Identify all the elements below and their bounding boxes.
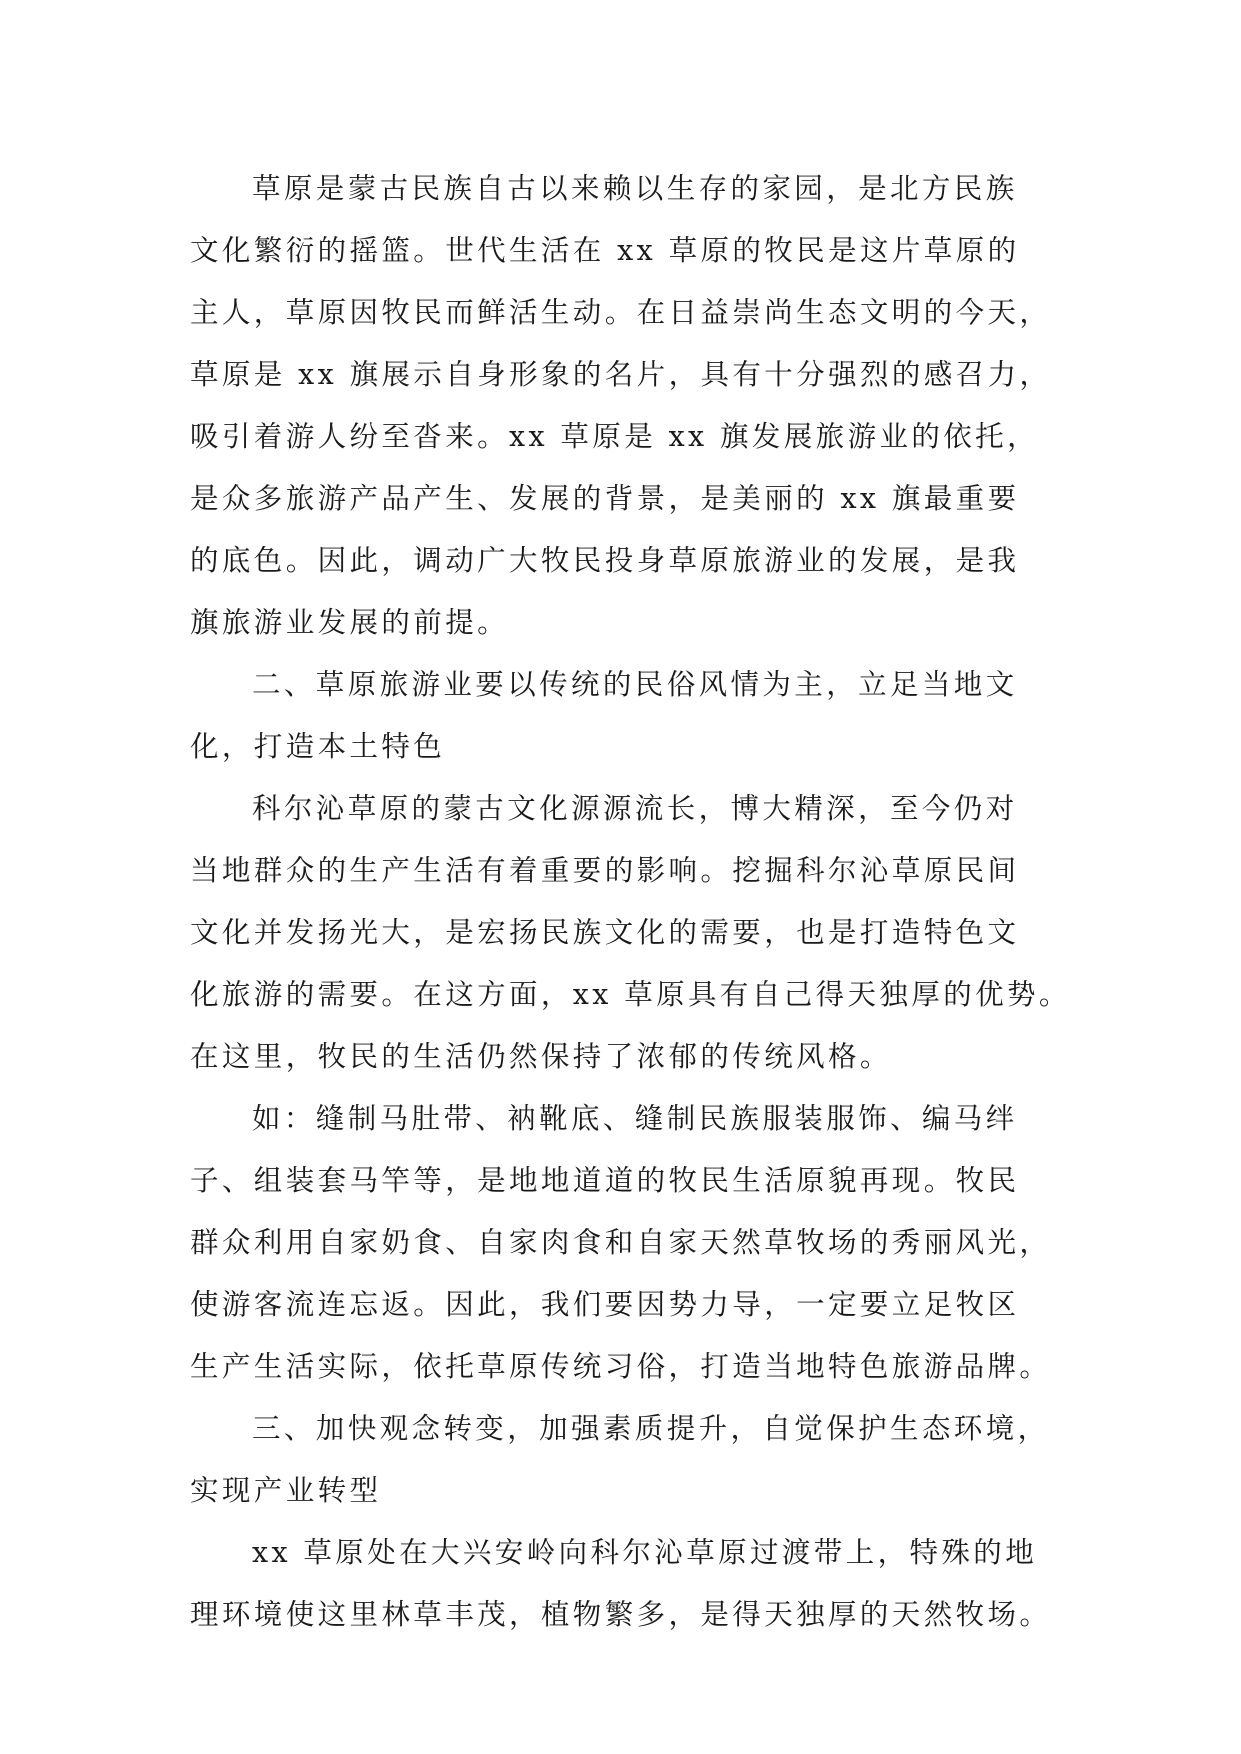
text-line: 草原是蒙古民族自古以来赖以生存的家园，是北方民族 — [252, 172, 1018, 205]
text-line: 主人，草原因牧民而鲜活生动。在日益崇尚生态文明的今天， — [190, 296, 1052, 329]
heading-section-three — [190, 1398, 1055, 1522]
text-line: 当地群众的生产生活有着重要的影响。挖掘科尔沁草原民间 — [190, 854, 1020, 887]
text-line: 文化并发扬光大，是宏扬民族文化的需要，也是打造特色文 — [190, 916, 1020, 949]
text-line: 生产生活实际，依托草原传统习俗，打造当地特色旅游品牌。 — [190, 1350, 1052, 1383]
text-line: 草原是 xx 旗展示自身形象的名片，具有十分强烈的感召力， — [190, 358, 1052, 391]
text-line: 在这里，牧民的生活仍然保持了浓郁的传统风格。 — [190, 1040, 892, 1073]
text-line: 子、组装套马竿等，是地地道道的牧民生活原貌再现。牧民 — [190, 1164, 1020, 1197]
text-line: 二、草原旅游业要以传统的民俗风情为主，立足当地文 — [252, 668, 1018, 701]
text-line: 如：缝制马肚带、衲靴底、缝制民族服装服饰、编马绊 — [252, 1102, 1018, 1135]
text-line: 的底色。因此，调动广大牧民投身草原旅游业的发展，是我 — [190, 544, 1020, 577]
text-line: xx 草原处在大兴安岭向科尔沁草原过渡带上，特殊的地 — [252, 1536, 1038, 1569]
text-line: 理环境使这里林草丰茂，植物繁多，是得天独厚的天然牧场。 — [190, 1598, 1052, 1631]
text-line: 文化繁衍的摇篮。世代生活在 xx 草原的牧民是这片草原的 — [190, 234, 1020, 267]
text-line: 是众多旅游产品产生、发展的背景，是美丽的 xx 旗最重要 — [190, 482, 1020, 515]
text-line: 化，打造本土特色 — [190, 730, 446, 763]
document-body — [190, 158, 1071, 1646]
text-line: 科尔沁草原的蒙古文化源源流长，博大精深，至今仍对 — [252, 792, 1018, 825]
text-line: 旗旅游业发展的前提。 — [190, 606, 510, 639]
text-line: 使游客流连忘返。因此，我们要因势力导，一定要立足牧区 — [190, 1288, 1020, 1321]
text-line: 实现产业转型 — [190, 1474, 382, 1507]
paragraph-examples — [190, 1088, 1055, 1398]
text-line: 吸引着游人纷至沓来。xx 草原是 xx 旗发展旅游业的依托， — [190, 420, 1039, 453]
paragraph-transition-zone — [190, 1522, 1055, 1646]
text-line: 三、加快观念转变，加强素质提升，自觉保护生态环境， — [252, 1412, 1050, 1445]
text-line: 化旅游的需要。在这方面，xx 草原具有自己得天独厚的优势。 — [190, 978, 1071, 1011]
heading-section-two — [190, 654, 1055, 778]
paragraph-grassland-homeland — [190, 158, 1055, 654]
text-line: 群众利用自家奶食、自家肉食和自家天然草牧场的秀丽风光， — [190, 1226, 1052, 1259]
paragraph-horqin-culture — [190, 778, 1071, 1088]
